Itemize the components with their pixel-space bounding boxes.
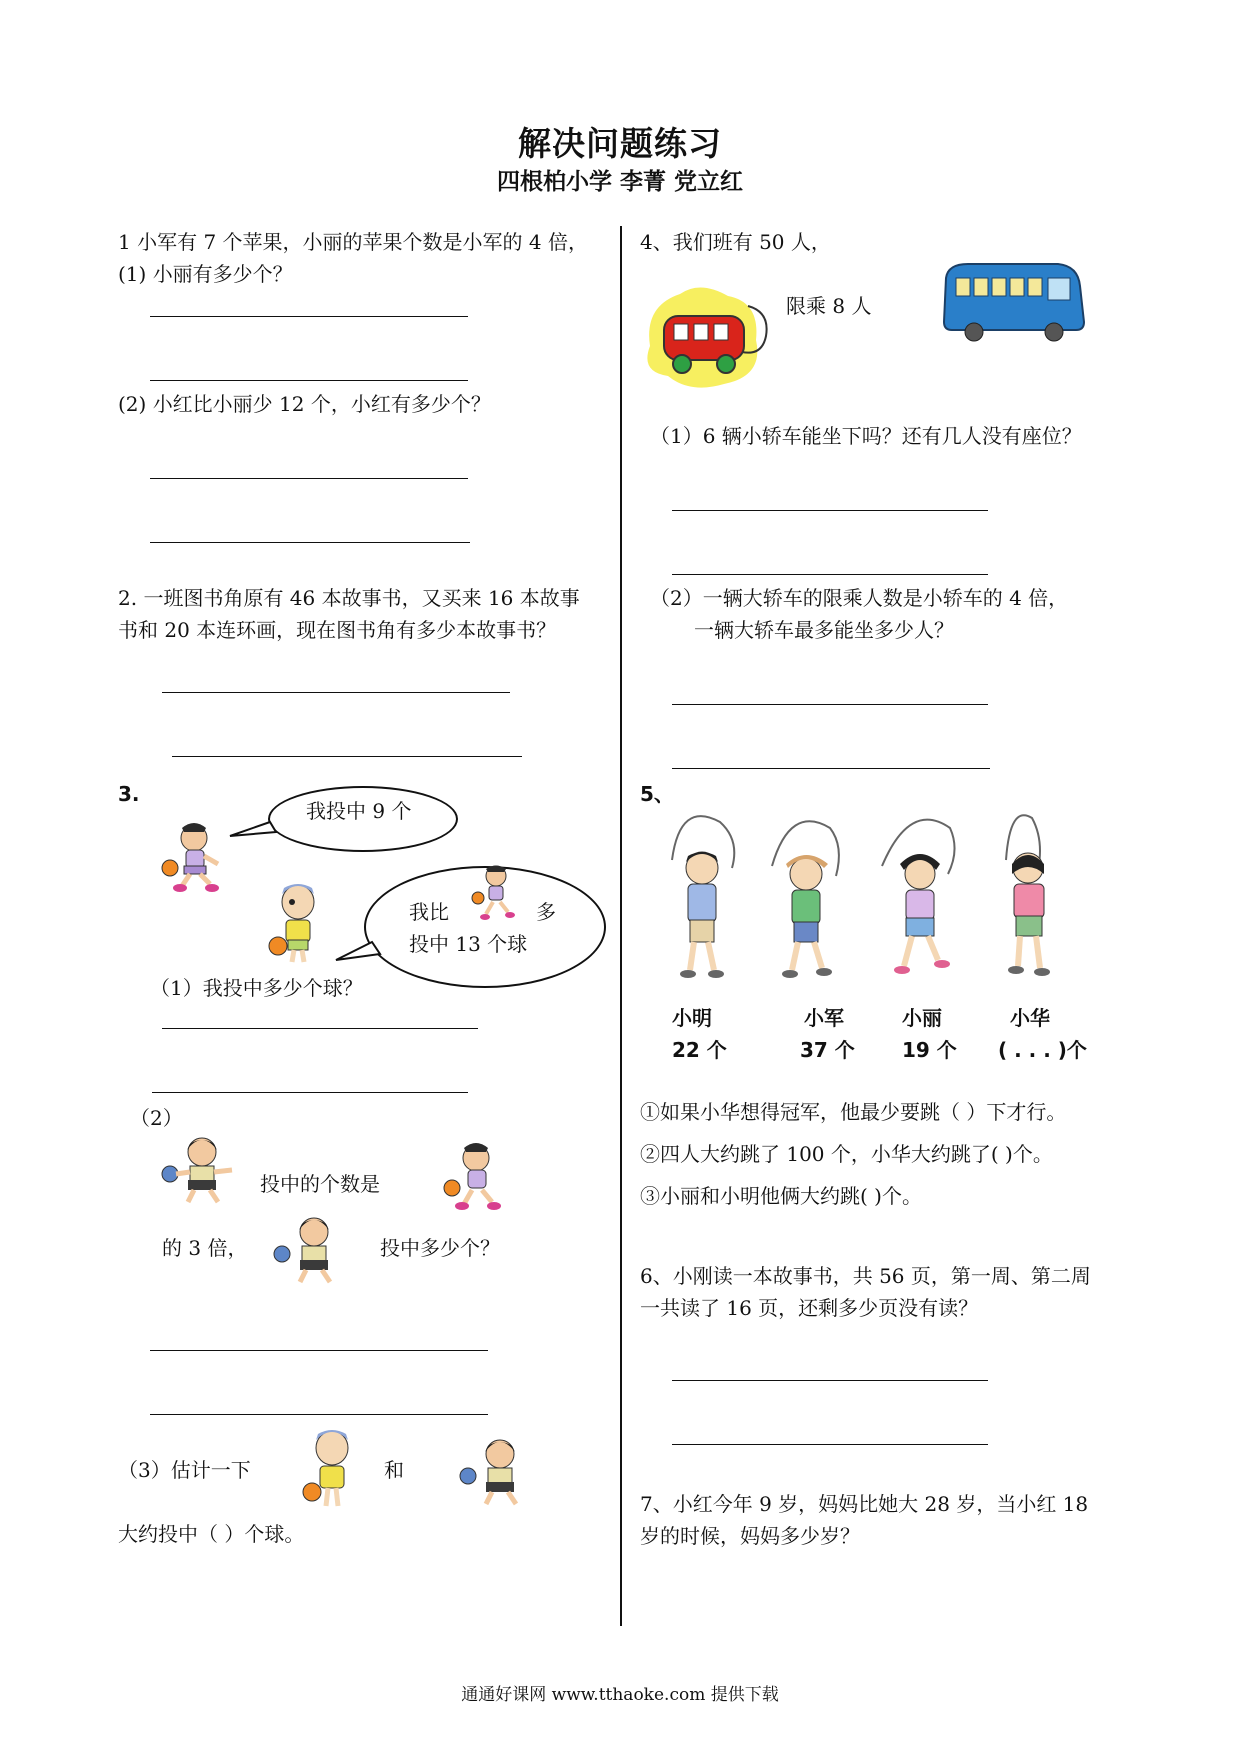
basketball-kid-icon	[434, 1138, 516, 1214]
basketball-kid-dark-icon	[452, 1436, 546, 1508]
answer-line	[150, 478, 468, 479]
bus-icon	[938, 256, 1088, 346]
q7-line1: 7、小红今年 9 岁，妈妈比她大 28 岁，当小红 18	[640, 1492, 1089, 1516]
jump-rope-kids-illustration	[660, 810, 1100, 990]
kid-xiaoli-icon	[882, 820, 955, 974]
kid-count-xiaoli: 19 个	[902, 1038, 957, 1062]
q1-line1: 1 小军有 7 个苹果，小丽的苹果个数是小军的 4 倍，	[118, 230, 588, 254]
q3-part3-b: 和	[384, 1458, 404, 1482]
basketball-kid-dark-icon	[266, 1214, 360, 1286]
answer-line	[672, 574, 988, 575]
q6-line1: 6、小刚读一本故事书，共 56 页，第一周、第二周	[640, 1264, 1091, 1288]
q5-item1: ①如果小华想得冠军，他最少要跳（ ）下才行。	[640, 1100, 1067, 1124]
answer-line	[672, 768, 990, 769]
answer-line	[150, 1414, 488, 1415]
kid-xiaohua-icon	[1006, 815, 1050, 976]
q3-part3-c: 大约投中（ ）个球。	[118, 1522, 305, 1546]
q3-part1: （1）我投中多少个球？	[150, 976, 363, 1000]
q6-line2: 一共读了 16 页，还剩多少页没有读？	[640, 1296, 979, 1320]
q4-part1: （1）6 辆小轿车能坐下吗？还有几人没有座位？	[650, 424, 1082, 448]
kid-yellow-shirt-icon	[268, 880, 330, 966]
page-title: 解决问题练习	[518, 124, 722, 163]
q4-limit: 限乘 8 人	[786, 294, 872, 318]
q5-item2: ②四人大约跳了 100 个，小华大约跳了( )个。	[640, 1142, 1053, 1166]
q5-number: 5、	[640, 782, 674, 806]
kid-name-xiaojun: 小军	[804, 1006, 844, 1030]
bubble-tail-2	[332, 938, 392, 968]
kid-name-xiaoming: 小明	[672, 1006, 712, 1030]
answer-line	[672, 1380, 988, 1381]
q2-line1: 2. 一班图书角原有 46 本故事书，又买来 16 本故事	[118, 586, 580, 610]
column-divider	[620, 226, 622, 1626]
answer-line	[672, 704, 988, 705]
answer-line	[162, 692, 510, 693]
answer-line	[150, 380, 468, 381]
q2-line2: 书和 20 本连环画，现在图书角有多少本故事书？	[118, 618, 557, 642]
q3-number: 3.	[118, 782, 140, 806]
bubble-tail-1	[226, 818, 286, 848]
q4-part2-a: （2）一辆大轿车的限乘人数是小轿车的 4 倍，	[650, 586, 1069, 610]
q1-part1: (1) 小丽有多少个？	[118, 262, 293, 286]
answer-line	[672, 510, 988, 511]
basketball-kid-dark-icon	[154, 1134, 248, 1206]
q1-part2: (2) 小红比小丽少 12 个，小红有多少个？	[118, 392, 491, 416]
kid-count-xiaojun: 37 个	[800, 1038, 855, 1062]
bubble2-text-b: 多	[536, 900, 556, 924]
basketball-kid-icon	[152, 818, 234, 894]
answer-line	[172, 756, 522, 757]
answer-line	[162, 1028, 478, 1029]
answer-line	[672, 1444, 988, 1445]
page-subtitle: 四根柏小学 李菁 党立红	[496, 169, 743, 195]
q4-part2-b: 一辆大轿车最多能坐多少人？	[694, 618, 954, 642]
bubble1-text: 我投中 9 个	[306, 799, 412, 823]
kid-xiaoming-icon	[672, 816, 734, 978]
bubble2-text-a: 我比	[409, 900, 449, 924]
kid-xiaojun-icon	[772, 821, 839, 978]
kid-yellow-shirt-icon	[302, 1426, 364, 1512]
answer-line	[150, 1350, 488, 1351]
answer-line	[150, 316, 468, 317]
kid-name-xiaohua: 小华	[1010, 1006, 1050, 1030]
basketball-kid-icon	[466, 862, 524, 924]
q3-part2-text1: 投中的个数是	[260, 1172, 380, 1196]
q7-line2: 岁的时候，妈妈多少岁？	[640, 1524, 860, 1548]
q3-part2-text2: 的 3 倍，	[162, 1236, 248, 1260]
bubble2-text-c: 投中 13 个球	[409, 932, 528, 956]
q4-line1: 4、我们班有 50 人，	[640, 230, 831, 254]
small-car-icon	[640, 276, 776, 392]
kid-count-xiaoming: 22 个	[672, 1038, 727, 1062]
q3-part2-label: （2）	[130, 1106, 183, 1130]
answer-line	[152, 1092, 468, 1093]
answer-line	[150, 542, 470, 543]
q3-part3-a: （3）估计一下	[118, 1458, 251, 1482]
q3-part2-text3: 投中多少个？	[380, 1236, 500, 1260]
kid-name-xiaoli: 小丽	[902, 1006, 942, 1030]
kid-count-xiaohua: ( . . . )个	[998, 1038, 1087, 1062]
q5-item3: ③小丽和小明他俩大约跳( )个。	[640, 1184, 922, 1208]
footer-credit: 通通好课网 www.tthaoke.com 提供下载	[461, 1685, 779, 1705]
